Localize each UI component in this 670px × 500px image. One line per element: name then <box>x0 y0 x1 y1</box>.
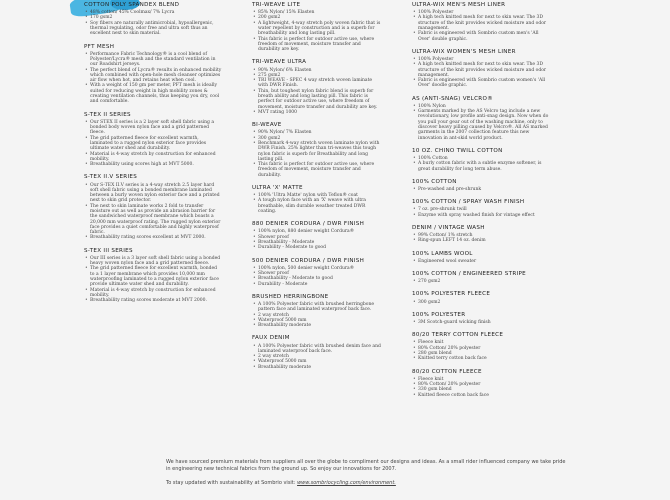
fabric-spec-item: • Material is 4-way stretch by construction for enhanced mobility. <box>90 288 222 299</box>
fabric-spec-item: • This fabric is perfect for outdoor active use, where freedom of movement, moisture transfer and durability are key. <box>258 37 382 53</box>
fabric-title: PFT MESH <box>84 43 115 50</box>
fabric-title: 80/20 COTTON FLEECE <box>412 368 482 375</box>
fabric-spec-item: • A lightweight, 4-way stretch poly woven fabric that is water repellent by construction and is a superb for breathability and long lasting pill. <box>258 21 382 37</box>
fabric-section <box>84 248 222 304</box>
fabric-title: FAUX DENIM <box>252 335 290 342</box>
fabric-spec-item: • TRI WEAVE - SPEC 4 way stretch woven laminate with DWR Finish. <box>258 78 382 89</box>
fabric-section <box>412 225 552 244</box>
fabric-spec-item: • 2 way stretch <box>258 313 382 318</box>
fabric-spec-item: • Shower proof <box>258 271 382 276</box>
fabric-spec-item: • 100% Polyester <box>418 10 552 15</box>
fabric-spec-item: • 85% Nylon/ 15% Elasten <box>258 10 382 15</box>
fabric-spec-item: • Breathability - Moderate <box>258 240 382 245</box>
fabric-spec-item: • Our S-TEX II.V series is a 4-way stretch 2.5 layer hard soft shell fabric using a bonded membrane laminated between a burly woven nylon exterior face and a printed next to skin grid protector. <box>90 183 222 204</box>
fabric-title: DENIM / VINTAGE WASH <box>412 224 485 231</box>
fabric-section <box>252 59 382 115</box>
fabric-section <box>84 44 222 105</box>
fabric-spec-item: • The next to skin laminate works 2 fold to transfer moisture out as well as provide an abrasion barrier for the sandwiched waterproof membrane which boasts a 20,000 mm waterproof rating. The rugged nylon exterior face provides a quiet comfortable and highly waterproof fabric. <box>90 204 222 236</box>
fabric-title: COTTON POLY SPANDEX BLEND <box>84 2 180 8</box>
fabric-spec-item: • 100% Polyester <box>418 57 552 62</box>
fabric-title: 500 DENIER CORDURA / DWR FINISH <box>252 257 365 264</box>
fabric-spec-item: • Knitted terry cotton back face <box>418 356 552 361</box>
fabric-title: BRUSHED HERRINGBONE <box>252 293 329 300</box>
fabric-title: S-TEX II SERIES <box>84 111 131 118</box>
fabric-spec-item: • Waterproof 5000 mm <box>258 359 382 364</box>
fabric-spec-list <box>412 340 552 361</box>
fabric-spec-item: • 48% cotton/ 45% Coolmax/ 7% Lycra <box>90 10 222 15</box>
fabric-spec-item: • 330 gsm blend <box>418 387 552 392</box>
fabric-spec-item: • Shower proof <box>258 235 382 240</box>
fabric-spec-item: • 80% Cotton/ 20% polyester <box>418 346 552 351</box>
footer-paragraph: We have sourced premium materials from suppliers all over the globe to compliment our designs and ideas. As a small rider influenced company we take pride in engineering new technical fabrics from the ground up. So enjoy our innovations for 2007. <box>166 459 566 473</box>
fabric-spec-item: • 300 gsm2 <box>258 136 382 141</box>
fabric-spec-list <box>412 10 552 42</box>
fabric-section <box>252 122 382 178</box>
fabric-section <box>412 2 552 42</box>
fabric-spec-item: • 100% Cotton <box>418 156 552 161</box>
fabric-section <box>412 332 552 361</box>
fabric-spec-item: • 99% Cotton/ 1% stretch <box>418 233 552 238</box>
fabric-spec-list <box>252 10 382 52</box>
fabric-spec-item: • 300 gsm2 <box>418 300 552 305</box>
fabric-title: 100% COTTON / SPRAY WASH FINISH <box>412 199 525 206</box>
fabric-spec-item: • A high tech knitted mesh for next to skin wear. The 3D structure of the knit provides wicked moisture and odor management. <box>418 62 552 78</box>
fabric-spec-list <box>412 279 552 284</box>
fabric-section <box>84 112 222 168</box>
fabric-title: ULTRA-WIX WOMEN'S MESH LINER <box>412 48 516 55</box>
fabric-spec-list <box>412 320 552 325</box>
fabric-spec-item: • Durability - Moderate <box>258 282 382 287</box>
fabric-spec-item: • 100% Nylon <box>418 104 552 109</box>
fabric-spec-list <box>84 256 222 304</box>
fabric-spec-item: • A burly cotton fabric with a subtle enzyme softener, is great durability for long term abuse. <box>418 161 552 172</box>
fabric-spec-item: • Fleece knit <box>418 340 552 345</box>
fabric-title: TRI-WEAVE ULTRA <box>252 59 307 66</box>
fabric-spec-list <box>412 207 552 218</box>
fabric-section <box>252 221 382 250</box>
fabric-spec-item: • Breathability moderate <box>258 365 382 370</box>
fabric-spec-item: • The perfect blend of Lycra® results in enhanced mobility which combined with open-hole mesh cleanser optimizes air flow when hot, and retains heat when cool. <box>90 68 222 84</box>
fabric-spec-item: • Benchmark 4-way stretch woven laminate nylon with DWR Finish. 25% lighter than tri-weaves this tough nylon fabric is superb for Breathability and long lasting pill. <box>258 141 382 162</box>
fabric-title: 100% POLYESTER FLEECE <box>412 291 491 298</box>
fabric-spec-item: • 3M Scotch-guard wicking finish <box>418 320 552 325</box>
fabric-spec-list <box>84 183 222 241</box>
fabric-section <box>412 312 552 325</box>
fabric-spec-item: • This fabric is perfect for outdoor active use, where freedom of movement, moisture transfer and durability. <box>258 162 382 178</box>
fabric-spec-item: • Fleece knit <box>418 377 552 382</box>
fabric-section <box>252 185 382 214</box>
fabric-spec-item: • 200 gsm2 <box>258 15 382 20</box>
fabric-spec-item: • 90% Nylon/ 6% Elasten <box>258 68 382 73</box>
fabric-spec-item: • 90% Nylon/ 7% Elasten <box>258 130 382 135</box>
fabric-spec-item: • 275 gsm2 <box>258 73 382 78</box>
fabric-spec-item: • Performance Fabric Technology® is a cool blend of Polyester/Lycra® mesh and the standard ventilation in our Roadshirt jerseys. <box>90 52 222 68</box>
fabric-spec-item: • Fabric is engineered with Sombrio custom men's 'All Over' double graphic. <box>418 31 552 42</box>
fabric-spec-list <box>252 266 382 287</box>
fabric-title: 100% LAMBS WOOL <box>412 250 473 257</box>
fabric-section <box>252 2 382 52</box>
fabric-spec-list <box>412 187 552 192</box>
fabric-section <box>412 271 552 284</box>
fabric-section <box>412 369 552 398</box>
footer <box>166 459 566 495</box>
fabric-spec-list <box>84 10 222 36</box>
fabric-spec-item: • Breathability - Moderate to good <box>258 276 382 281</box>
fabric-spec-item: • Our STEX II series is a 2 layer soft shell fabric using a bonded body woven nylon face and a grid patterned fleece. <box>90 120 222 136</box>
fabric-section <box>412 291 552 304</box>
fabric-spec-list <box>252 302 382 328</box>
fabric-spec-list <box>412 233 552 244</box>
fabric-section <box>412 148 552 172</box>
fabric-spec-list <box>84 120 222 168</box>
fabric-column-1 <box>84 2 222 311</box>
fabric-spec-item: • Knitted fleece cotton back face <box>418 393 552 398</box>
fabric-spec-item: • Engineered wool sweater <box>418 259 552 264</box>
fabric-title: ULTRA 'X' MATTE <box>252 185 303 191</box>
fabric-spec-item: • Our III series is a 3 layer soft shell fabric using a bonded heavy woven nylon face and a grid patterned fleece. <box>90 256 222 267</box>
fabric-spec-item: • 280 gsm blend <box>418 351 552 356</box>
fabric-spec-item: • The grid patterned fleece for excellent warmth, laminated to a rugged nylon exterior face provides ultimate water shed and durability. <box>90 136 222 152</box>
fabric-spec-item: • Durability - Moderate to good <box>258 245 382 250</box>
fabric-spec-list <box>412 104 552 141</box>
fabric-spec-item: • A 100% Polyester fabric with brushed herringbone pattern face and laminated waterproof back face. <box>258 302 382 313</box>
fabric-spec-list <box>412 259 552 264</box>
fabric-spec-list <box>252 130 382 178</box>
fabric-title: ULTRA-WIX MEN'S MESH LINER <box>412 2 506 8</box>
fabric-section <box>84 174 222 240</box>
fabric-spec-item: • Thin, but toughest nylon fabric blend is superb for breath ability and long lasting pill. This fabric is perfect for outdoor active use, where freedom of movement, moisture transfer and durability are key. <box>258 89 382 110</box>
fabric-spec-item: • Enzyme with spray washed finish for vintage effect <box>418 213 552 218</box>
fabric-spec-list <box>252 68 382 116</box>
fabric-title: 100% COTTON / ENGINEERED STRIPE <box>412 271 527 278</box>
fabric-spec-item: • 170 gsm2 <box>90 15 222 20</box>
fabric-spec-item: • Fabric is engineered with Sombrio custom women's 'All Over' doodle graphic. <box>418 78 552 89</box>
fabric-spec-item: • MVT rating 1000 <box>258 110 382 115</box>
fabric-spec-item: • Pre-washed and pre-shrunk <box>418 187 552 192</box>
fabric-spec-list <box>252 344 382 370</box>
fabric-spec-list <box>252 229 382 250</box>
fabric-spec-list <box>412 300 552 305</box>
fabric-spec-item: • 100% nylon, 500 denier weight Cordura® <box>258 266 382 271</box>
fabric-title: 880 DENIER CORDURA / DWR FINISH <box>252 221 365 228</box>
fabric-spec-item: • Soy fibers are naturally antimicrobial, hypoallergenic, thermal regulating, odor free and ultra soft thus an excellent next to skin material. <box>90 21 222 37</box>
fabric-title: BI-WEAVE <box>252 122 282 129</box>
fabric-title: TRI-WEAVE LITE <box>252 2 301 8</box>
fabric-spec-item: • Breathability using scores high at MVT 5000. <box>90 162 222 167</box>
fabric-spec-list <box>84 52 222 105</box>
fabric-section <box>412 199 552 218</box>
fabric-title: S-TEX III SERIES <box>84 247 133 254</box>
fabric-spec-list <box>412 156 552 172</box>
sustainability-line <box>166 480 566 487</box>
fabric-spec-item: • 100% nylon, 880 denier weight Cordura® <box>258 229 382 234</box>
sustainability-text: To stay updated with sustainability at Sombrio visit: <box>166 480 296 487</box>
fabric-spec-item: • A 100% Polyester fabric with brushed denim face and laminated waterproof back face. <box>258 344 382 355</box>
fabric-spec-item: • 270 gsm2 <box>418 279 552 284</box>
fabric-spec-item: • Material is 4-way stretch by construction for enhanced mobility. <box>90 152 222 163</box>
fabric-spec-item: • 100% 'Ultra Matte' nylon with Teflon® coat <box>258 193 382 198</box>
environment-link[interactable]: www.sombriocycling.com/environment. <box>297 480 396 487</box>
fabric-title: 100% COTTON <box>412 178 457 185</box>
fabric-spec-item: • Garments marked by the AS Velcro tag include a new revolutionary, low profile anti-snag design. Now when do you pull your gear out of the washing machine, only to discover heavy pilling caused by Velcro®. All AS marked garments in the 2007 collection feature this new innovation in ant-skid world product. <box>418 109 552 141</box>
fabric-section <box>412 251 552 264</box>
fabric-section <box>84 2 222 37</box>
fabric-section <box>252 258 382 287</box>
fabric-title: 100% POLYESTER <box>412 311 466 318</box>
fabric-title: AS (ANTI-SNAG) VELCRO® <box>412 95 494 102</box>
fabric-spec-item: • 2 way stretch <box>258 354 382 359</box>
fabric-spec-item: • With a weight of 150 gm per meter, PFT mesh is ideally suited for reducing weight in high mobility zones & creating ventilation channels, thus keeping you dry, cool and comfortable. <box>90 83 222 104</box>
fabric-column-3 <box>412 2 552 405</box>
fabric-section <box>412 96 552 141</box>
fabric-spec-list <box>252 193 382 214</box>
fabric-title: 10 OZ. CHINO TWILL COTTON <box>412 147 503 154</box>
fabric-section <box>412 49 552 89</box>
fabric-section <box>252 335 382 370</box>
fabric-spec-item: • Breathability rating scores moderate at MVT 2000. <box>90 298 222 303</box>
fabric-spec-item: • Waterproof 5000 mm <box>258 318 382 323</box>
fabric-spec-item: • Breathability rating scores excellent at MVT 2000. <box>90 235 222 240</box>
fabric-spec-item: • 7 oz. pre-shrunk twill <box>418 207 552 212</box>
fabric-spec-list <box>412 57 552 89</box>
fabric-section <box>252 294 382 329</box>
fabric-spec-item: • A high tech knitted mesh for next to skin wear. The 3D structure of the knit provides wicked moisture and odor management. <box>418 15 552 31</box>
fabric-spec-item: • The grid patterned fleece for excellent warmth, bonded to a 1 layer membrane which provides 10,000 mm waterproofing laminated to a rugged nylon exterior face provide ultimate water shed and durability. <box>90 266 222 287</box>
fabric-title: S-TEX II.V SERIES <box>84 174 138 181</box>
fabric-title: 80/20 TERRY COTTON FLEECE <box>412 332 504 339</box>
fabric-spec-list <box>412 377 552 398</box>
fabric-spec-item: • Breathability moderate <box>258 323 382 328</box>
fabric-spec-item: • A tough nylon face with an 'X' weave with ultra breathable, slim durable weather treated DWR coating. <box>258 198 382 214</box>
fabric-column-2 <box>252 2 382 377</box>
fabric-spec-item: • Ring-spun LEFT 14 oz. denim <box>418 238 552 243</box>
fabric-spec-item: • 80% Cotton/ 20% polyester <box>418 382 552 387</box>
fabric-section <box>412 179 552 192</box>
